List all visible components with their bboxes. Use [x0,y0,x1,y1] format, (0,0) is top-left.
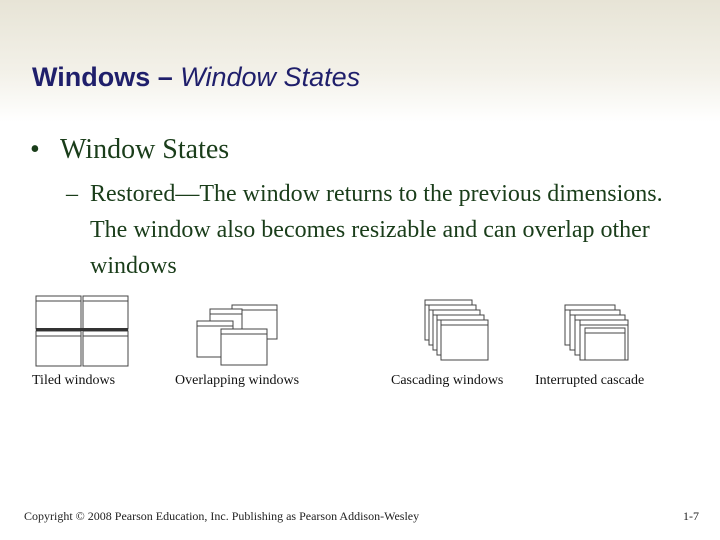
overlapping-windows-illustration [192,302,284,368]
title-prefix: Windows – [32,62,181,92]
caption-tiled: Tiled windows [32,373,116,388]
slide-title [32,62,360,93]
sub-bullet [66,176,666,284]
footer-copyright: Copyright © 2008 Pearson Education, Inc. Publishing as Pearson Addison-Wesley [24,509,420,523]
cascading-windows-illustration [420,296,494,368]
bullet-dot: • [30,134,40,165]
main-bullet [30,134,229,166]
title-band [0,0,720,122]
bullet-text: Window States [60,134,230,165]
sub-bullet-dash: – [66,181,78,207]
sub-bullet-text: Restored—The window returns to the previous dimensions. The window also becomes resizable and can overlap other windows [90,181,663,279]
caption-overlapping: Overlapping windows [175,373,300,388]
caption-interrupted: Interrupted cascade [535,373,645,388]
tiled-windows-illustration [30,290,134,370]
page-number: 1-7 [683,509,699,523]
tiled-divider [36,328,128,331]
caption-cascading: Cascading windows [391,373,504,388]
interrupted-cascade-illustration [560,300,632,370]
title-italic: Window States [180,62,361,92]
